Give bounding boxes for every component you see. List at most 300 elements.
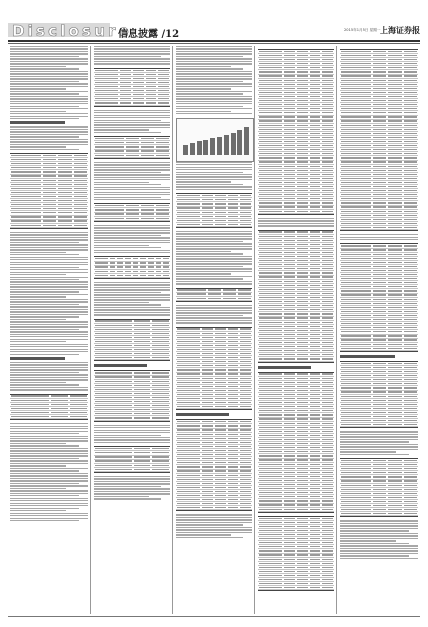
table-cell <box>43 212 56 213</box>
table-cell <box>43 192 56 193</box>
table-cell <box>43 167 56 168</box>
table-cell <box>240 365 251 366</box>
table-cell <box>156 266 162 267</box>
table-cell <box>341 400 371 401</box>
chart-bar <box>224 135 229 155</box>
text-line <box>10 118 79 119</box>
table-cell <box>284 289 295 290</box>
table-cell <box>177 503 200 504</box>
table-cell <box>297 382 308 383</box>
table-cell <box>322 141 333 142</box>
table-cell <box>228 470 239 471</box>
table-cell <box>284 108 295 109</box>
table-cell <box>341 476 371 477</box>
table-cell <box>388 464 401 465</box>
table-cell <box>228 429 239 430</box>
table-cell <box>388 412 401 413</box>
table-cell <box>310 484 321 485</box>
table-cell <box>322 398 333 399</box>
table-cell <box>134 337 151 338</box>
table-cell <box>43 204 56 205</box>
table-cell <box>284 534 295 535</box>
table-cell <box>404 290 417 291</box>
table-cell <box>146 78 157 79</box>
table-cell <box>125 275 131 276</box>
table-cell <box>259 459 282 460</box>
table-cell <box>148 262 154 263</box>
text-line <box>340 533 418 534</box>
table-cell <box>11 159 41 160</box>
table-cell <box>341 51 371 52</box>
table-cell <box>341 125 371 126</box>
text-line <box>94 58 170 59</box>
table-cell <box>322 305 333 306</box>
table-cell <box>388 485 401 486</box>
text-line <box>10 129 88 130</box>
table-cell <box>310 161 321 162</box>
table-cell <box>259 55 282 56</box>
page-footer-rule <box>8 616 420 617</box>
table-cell <box>404 227 417 228</box>
table-cell <box>404 59 417 60</box>
table-cell <box>388 480 401 481</box>
text-line <box>176 88 231 89</box>
table-cell <box>177 406 200 407</box>
text-line <box>176 186 252 187</box>
table-cell <box>141 213 154 214</box>
table-cell <box>322 112 333 113</box>
table-cell <box>215 454 226 455</box>
table-cell <box>341 371 371 372</box>
table-cell <box>404 145 417 146</box>
table-cell <box>373 294 386 295</box>
table-cell <box>202 466 213 467</box>
table-cell <box>310 108 321 109</box>
table-cell <box>341 327 371 328</box>
table-cell <box>146 90 157 91</box>
table-cell <box>373 468 386 469</box>
table-cell <box>373 100 386 101</box>
table-cell <box>373 75 386 76</box>
table-cell <box>341 112 371 113</box>
table-cell <box>297 488 308 489</box>
table-cell <box>163 262 169 263</box>
table-cell <box>284 476 295 477</box>
table-cell <box>297 309 308 310</box>
table-cell <box>284 338 295 339</box>
table-cell <box>51 404 68 405</box>
table-cell <box>373 120 386 121</box>
table-cell <box>202 341 213 342</box>
table-cell <box>310 571 321 572</box>
table-cell <box>43 225 56 226</box>
table-cell <box>51 412 68 413</box>
table-cell <box>373 104 386 105</box>
table-cell <box>388 468 401 469</box>
table-cell <box>404 408 417 409</box>
text-line <box>10 81 79 82</box>
table-cell <box>51 408 68 409</box>
text-line <box>94 476 170 477</box>
table-cell <box>284 526 295 527</box>
table-cell <box>259 330 282 331</box>
table-cell <box>388 420 401 421</box>
table-cell <box>310 92 321 93</box>
table-cell <box>388 258 401 259</box>
table-cell <box>284 500 295 501</box>
table-cell <box>70 404 87 405</box>
table-cell <box>388 476 401 477</box>
table-cell <box>202 220 213 221</box>
table-cell <box>284 447 295 448</box>
table-cell <box>259 108 282 109</box>
text-line <box>10 364 88 365</box>
table-cell <box>341 391 371 392</box>
table-cell <box>322 476 333 477</box>
table-cell <box>95 372 132 373</box>
table-cell <box>74 180 87 181</box>
table-cell <box>74 184 87 185</box>
table-cell <box>297 240 308 241</box>
table-cell <box>70 412 87 413</box>
table-cell <box>259 133 282 134</box>
table-cell <box>284 260 295 261</box>
table-cell <box>388 344 401 345</box>
text-line <box>176 46 252 47</box>
table-cell <box>297 104 308 105</box>
table-cell <box>43 175 56 176</box>
table-cell <box>215 491 226 492</box>
table-cell <box>404 202 417 203</box>
table-cell <box>341 303 371 304</box>
text-line <box>176 522 252 523</box>
table-cell <box>284 354 295 355</box>
table-cell <box>297 526 308 527</box>
table-cell <box>259 289 282 290</box>
table-cell <box>134 417 151 418</box>
text-line <box>10 428 88 429</box>
table-cell <box>341 153 371 154</box>
text-line <box>10 362 88 363</box>
table-cell <box>388 215 401 216</box>
table-cell <box>152 357 169 358</box>
text-column-5 <box>340 46 418 614</box>
text-line <box>94 120 161 121</box>
chart-bar <box>210 138 215 155</box>
table-cell <box>322 373 333 374</box>
table-cell <box>240 333 251 334</box>
table-cell <box>310 231 321 232</box>
table-cell <box>43 188 56 189</box>
table-cell <box>404 331 417 332</box>
table-cell <box>373 509 386 510</box>
table-cell <box>322 309 333 310</box>
table-cell <box>259 346 282 347</box>
table-cell <box>126 155 139 156</box>
data-table <box>258 372 334 513</box>
table-cell <box>284 550 295 551</box>
table-cell <box>322 116 333 117</box>
table-cell <box>404 391 417 392</box>
table-cell <box>43 216 56 217</box>
table-cell <box>284 480 295 481</box>
table-cell <box>156 213 169 214</box>
table-cell <box>177 479 200 480</box>
table-cell <box>284 583 295 584</box>
text-line <box>340 449 418 450</box>
table-cell <box>322 55 333 56</box>
table-cell <box>341 319 371 320</box>
table-cell <box>322 554 333 555</box>
text-line <box>94 294 170 295</box>
table-cell <box>240 224 251 225</box>
table-cell <box>177 357 200 358</box>
table-cell <box>259 435 282 436</box>
table-cell <box>202 203 213 204</box>
table-cell <box>228 425 239 426</box>
table-cell <box>259 534 282 535</box>
table-cell <box>177 337 200 338</box>
table-cell <box>43 208 56 209</box>
table-cell <box>310 194 321 195</box>
text-line <box>10 262 88 263</box>
text-line <box>10 289 88 290</box>
table-cell <box>404 497 417 498</box>
table-cell <box>74 175 87 176</box>
table-cell <box>341 282 371 283</box>
table-cell <box>388 67 401 68</box>
table-cell <box>373 125 386 126</box>
table-cell <box>110 271 116 272</box>
table-cell <box>152 349 169 350</box>
table-cell <box>322 534 333 535</box>
table-cell <box>310 414 321 415</box>
text-line <box>94 312 170 313</box>
table-cell <box>373 219 386 220</box>
table-cell <box>146 98 157 99</box>
table-cell <box>215 475 226 476</box>
text-line <box>94 63 170 64</box>
table-cell <box>238 298 251 299</box>
table-cell <box>404 63 417 64</box>
table-cell <box>297 567 308 568</box>
table-cell <box>322 84 333 85</box>
text-line <box>176 58 252 59</box>
text-line <box>10 463 88 464</box>
text-line <box>10 116 88 117</box>
table-cell <box>297 386 308 387</box>
table-cell <box>373 270 386 271</box>
table-cell <box>297 186 308 187</box>
text-line <box>176 236 252 237</box>
table-cell <box>310 248 321 249</box>
table-cell <box>310 334 321 335</box>
table-cell <box>152 345 169 346</box>
table-cell <box>297 358 308 359</box>
table-cell <box>228 357 239 358</box>
table-cell <box>404 262 417 263</box>
table-cell <box>177 462 200 463</box>
table-cell <box>202 479 213 480</box>
table-cell <box>310 289 321 290</box>
table-cell <box>215 195 226 196</box>
table-cell <box>388 424 401 425</box>
data-table <box>176 288 252 302</box>
text-line <box>10 309 88 310</box>
table-cell <box>58 167 71 168</box>
text-line <box>10 136 79 137</box>
table-cell <box>259 166 282 167</box>
table-cell <box>259 500 282 501</box>
table-cell <box>74 167 87 168</box>
table-cell <box>120 82 131 83</box>
table-cell <box>373 157 386 158</box>
table-cell <box>373 400 386 401</box>
table-cell <box>297 530 308 531</box>
table-cell <box>322 198 333 199</box>
table-cell <box>310 202 321 203</box>
text-line <box>10 513 88 514</box>
table-cell <box>388 404 401 405</box>
table-cell <box>177 378 200 379</box>
table-cell <box>297 500 308 501</box>
table-cell <box>310 338 321 339</box>
text-line <box>10 431 88 432</box>
table-cell <box>322 394 333 395</box>
table-cell <box>310 129 321 130</box>
table-cell <box>297 563 308 564</box>
table-cell <box>322 509 333 510</box>
text-line <box>10 475 88 476</box>
newspaper-name: 上海证券报 <box>380 25 420 35</box>
table-cell <box>373 505 386 506</box>
table-cell <box>202 382 213 383</box>
table-cell <box>373 348 386 349</box>
table-cell <box>404 92 417 93</box>
table-cell <box>259 281 282 282</box>
table-cell <box>341 501 371 502</box>
table-cell <box>259 567 282 568</box>
table-cell <box>202 224 213 225</box>
table-cell <box>373 67 386 68</box>
table-cell <box>388 104 401 105</box>
table-cell <box>146 74 157 75</box>
text-line <box>10 277 88 278</box>
table-cell <box>404 505 417 506</box>
table-cell <box>259 129 282 130</box>
table-cell <box>134 409 151 410</box>
table-cell <box>341 367 371 368</box>
table-cell <box>373 112 386 113</box>
table-cell <box>95 94 118 95</box>
table-cell <box>259 231 282 232</box>
table-cell <box>404 245 417 246</box>
table-cell <box>341 129 371 130</box>
table-cell <box>163 271 169 272</box>
table-cell <box>284 509 295 510</box>
table-cell <box>404 170 417 171</box>
table-cell <box>11 167 41 168</box>
table-cell <box>228 220 239 221</box>
table-cell <box>404 51 417 52</box>
text-line <box>340 431 418 432</box>
table-cell <box>51 400 68 401</box>
table-cell <box>126 138 139 139</box>
table-cell <box>95 209 124 210</box>
table-cell <box>310 410 321 411</box>
table-cell <box>373 71 386 72</box>
text-line <box>94 46 170 47</box>
table-cell <box>202 507 213 508</box>
table-cell <box>284 55 295 56</box>
table-cell <box>388 75 401 76</box>
table-cell <box>202 345 213 346</box>
table-cell <box>404 294 417 295</box>
table-cell <box>208 293 221 294</box>
text-line <box>10 458 79 459</box>
table-cell <box>58 212 71 213</box>
table-cell <box>202 429 213 430</box>
table-cell <box>284 317 295 318</box>
table-cell <box>404 396 417 397</box>
table-cell <box>297 330 308 331</box>
text-line <box>10 445 79 446</box>
table-cell <box>388 59 401 60</box>
table-cell <box>58 155 71 156</box>
table-cell <box>341 480 371 481</box>
table-cell <box>202 406 213 407</box>
table-cell <box>11 155 41 156</box>
table-cell <box>297 256 308 257</box>
table-cell <box>341 493 371 494</box>
subheading-line <box>340 355 395 358</box>
table-cell <box>322 190 333 191</box>
table-cell <box>322 272 333 273</box>
table-cell <box>95 74 118 75</box>
table-cell <box>322 500 333 501</box>
table-cell <box>228 434 239 435</box>
table-cell <box>95 102 118 103</box>
text-line <box>94 110 170 111</box>
text-line <box>340 434 418 435</box>
table-cell <box>297 157 308 158</box>
chart-bar <box>183 145 188 155</box>
table-cell <box>95 353 132 354</box>
table-cell <box>240 446 251 447</box>
table-cell <box>215 341 226 342</box>
table-cell <box>202 365 213 366</box>
table-cell <box>134 460 151 461</box>
table-cell <box>322 67 333 68</box>
table-cell <box>177 483 200 484</box>
table-cell <box>322 492 333 493</box>
table-cell <box>95 345 132 346</box>
table-cell <box>322 125 333 126</box>
table-cell <box>259 240 282 241</box>
table-cell <box>228 402 239 403</box>
text-line <box>10 500 88 501</box>
table-cell <box>388 166 401 167</box>
table-cell <box>404 367 417 368</box>
text-line <box>94 225 170 226</box>
table-cell <box>202 328 213 329</box>
text-line <box>10 336 88 337</box>
table-cell <box>284 326 295 327</box>
table-cell <box>310 206 321 207</box>
table-cell <box>240 438 251 439</box>
table-cell <box>120 86 131 87</box>
table-cell <box>310 326 321 327</box>
